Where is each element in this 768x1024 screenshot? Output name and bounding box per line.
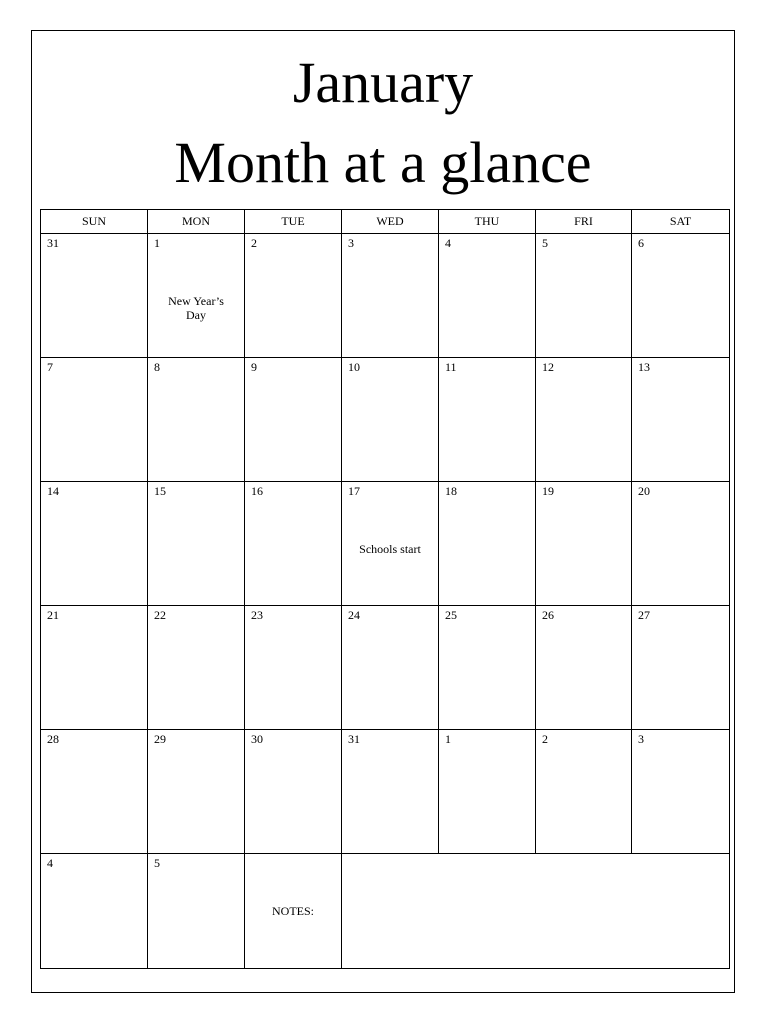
- day-number: 17: [348, 484, 360, 498]
- day-cell[interactable]: [41, 482, 148, 606]
- weekday-header: TUE: [245, 210, 342, 234]
- day-number: 2: [542, 732, 548, 746]
- weekday-header: FRI: [536, 210, 632, 234]
- day-number: 11: [445, 360, 457, 374]
- day-cell[interactable]: [148, 482, 245, 606]
- weekday-header: WED: [342, 210, 439, 234]
- calendar-page: [31, 30, 735, 993]
- day-cell[interactable]: [245, 482, 342, 606]
- day-cell[interactable]: [148, 358, 245, 482]
- day-cell[interactable]: [245, 358, 342, 482]
- day-number: 4: [47, 856, 53, 870]
- day-number: 27: [638, 608, 650, 622]
- event-label: New Year’s Day: [168, 294, 224, 322]
- event-label: Schools start: [359, 542, 421, 556]
- day-cell[interactable]: [148, 730, 245, 854]
- page-subtitle: Month at a glance: [174, 130, 592, 195]
- notes-label-cell: [245, 854, 342, 969]
- day-cell[interactable]: [536, 482, 632, 606]
- day-number: 20: [638, 484, 650, 498]
- day-cell[interactable]: [245, 730, 342, 854]
- day-cell[interactable]: [41, 358, 148, 482]
- week-row: [41, 234, 730, 358]
- day-cell[interactable]: [536, 606, 632, 730]
- day-number: 31: [47, 236, 59, 250]
- day-cell[interactable]: [439, 234, 536, 358]
- day-cell[interactable]: [245, 234, 342, 358]
- day-cell[interactable]: [342, 606, 439, 730]
- day-number: 28: [47, 732, 59, 746]
- day-number: 24: [348, 608, 360, 622]
- day-cell[interactable]: [41, 854, 148, 969]
- day-cell[interactable]: [439, 358, 536, 482]
- day-cell[interactable]: [342, 482, 439, 606]
- weekday-header: SAT: [632, 210, 730, 234]
- day-cell[interactable]: [632, 482, 730, 606]
- day-number: 23: [251, 608, 263, 622]
- day-cell[interactable]: [536, 358, 632, 482]
- day-cell[interactable]: [536, 234, 632, 358]
- day-number: 16: [251, 484, 263, 498]
- day-number: 7: [47, 360, 53, 374]
- day-cell[interactable]: [245, 606, 342, 730]
- day-cell[interactable]: [148, 606, 245, 730]
- weekday-header: THU: [439, 210, 536, 234]
- day-number: 18: [445, 484, 457, 498]
- weekday-header-row: [41, 210, 730, 234]
- day-number: 15: [154, 484, 166, 498]
- day-number: 29: [154, 732, 166, 746]
- day-number: 3: [348, 236, 354, 250]
- calendar-grid: [40, 209, 730, 969]
- day-number: 14: [47, 484, 59, 498]
- week-row: [41, 482, 730, 606]
- day-cell[interactable]: [632, 730, 730, 854]
- day-number: 2: [251, 236, 257, 250]
- notes-label: NOTES:: [272, 904, 314, 918]
- weekday-header: MON: [148, 210, 245, 234]
- day-cell[interactable]: [536, 730, 632, 854]
- day-number: 10: [348, 360, 360, 374]
- day-number: 30: [251, 732, 263, 746]
- page-title: January: [292, 50, 474, 115]
- day-cell[interactable]: [41, 234, 148, 358]
- day-cell[interactable]: [342, 234, 439, 358]
- day-number: 8: [154, 360, 160, 374]
- notes-row: [41, 854, 730, 969]
- week-row: [41, 730, 730, 854]
- day-number: 5: [542, 236, 548, 250]
- day-cell[interactable]: [439, 482, 536, 606]
- day-number: 5: [154, 856, 160, 870]
- week-row: [41, 358, 730, 482]
- day-number: 25: [445, 608, 457, 622]
- day-number: 9: [251, 360, 257, 374]
- notes-area[interactable]: [342, 854, 730, 969]
- day-number: 3: [638, 732, 644, 746]
- day-cell[interactable]: [632, 234, 730, 358]
- day-number: 19: [542, 484, 554, 498]
- day-cell[interactable]: [342, 358, 439, 482]
- day-cell[interactable]: [148, 854, 245, 969]
- day-number: 26: [542, 608, 554, 622]
- day-number: 1: [445, 732, 451, 746]
- day-number: 22: [154, 608, 166, 622]
- weekday-header: SUN: [41, 210, 148, 234]
- day-cell[interactable]: [41, 606, 148, 730]
- day-number: 13: [638, 360, 650, 374]
- day-number: 4: [445, 236, 451, 250]
- day-number: 31: [348, 732, 360, 746]
- day-cell[interactable]: [148, 234, 245, 358]
- day-number: 21: [47, 608, 59, 622]
- day-cell[interactable]: [342, 730, 439, 854]
- day-number: 6: [638, 236, 644, 250]
- week-row: [41, 606, 730, 730]
- day-cell[interactable]: [632, 358, 730, 482]
- day-cell[interactable]: [41, 730, 148, 854]
- day-number: 12: [542, 360, 554, 374]
- day-cell[interactable]: [439, 606, 536, 730]
- day-cell[interactable]: [632, 606, 730, 730]
- day-number: 1: [154, 236, 160, 250]
- day-cell[interactable]: [439, 730, 536, 854]
